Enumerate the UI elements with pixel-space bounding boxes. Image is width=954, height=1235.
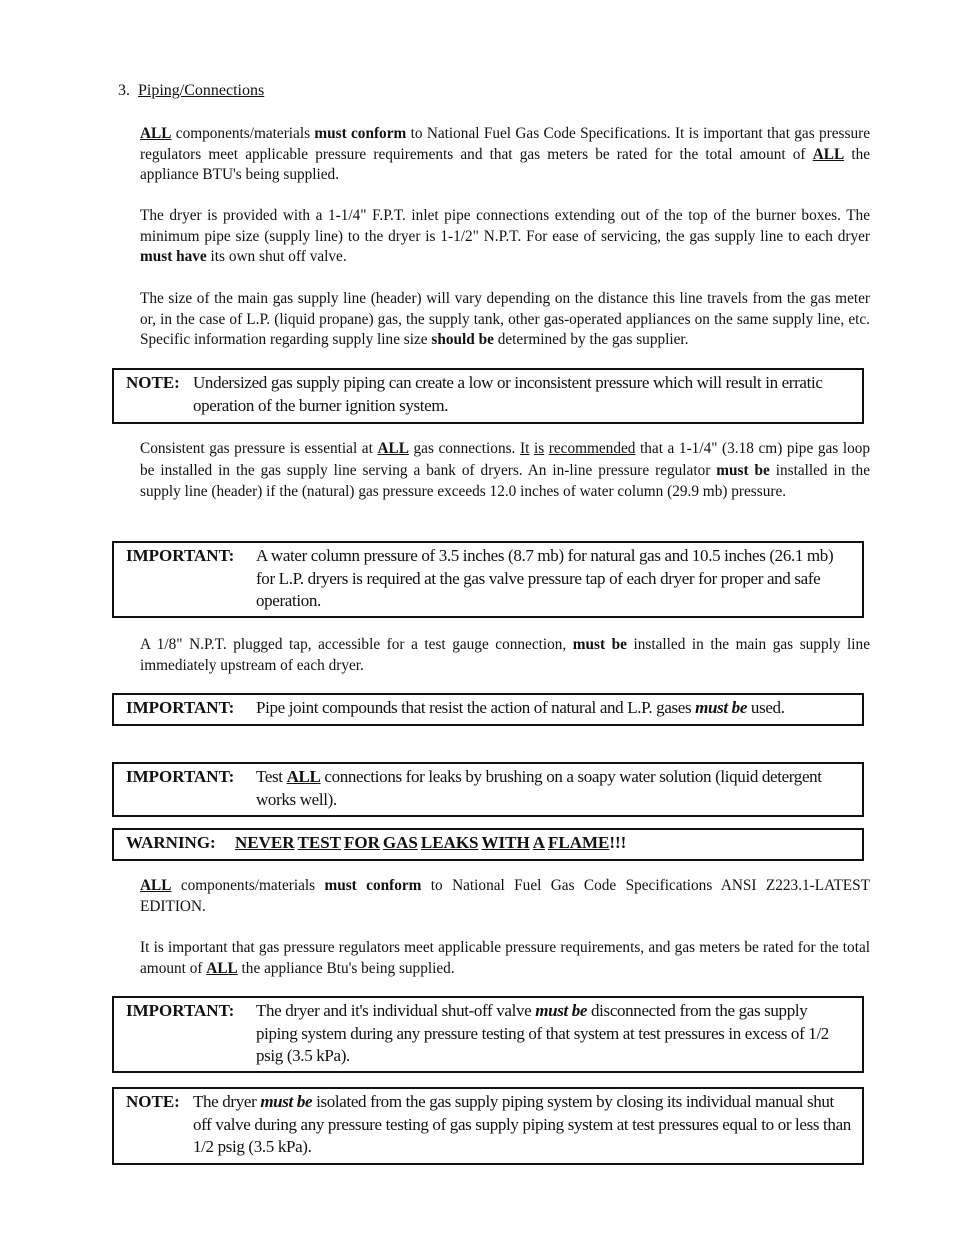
emphasis-must-have: must have (140, 248, 207, 265)
important-label: IMPORTANT: (126, 1001, 235, 1020)
important-label: IMPORTANT: (126, 767, 235, 786)
section-title: Piping/Connections (138, 82, 265, 99)
text-run: installed in the supply line (header) if the (natural) gas pressure exceeds 12.0 inches of water column (29.9 mb) pressure. (140, 461, 870, 500)
underlined-recommended: recommended (548, 440, 636, 457)
emphasis-all: ALL (286, 767, 321, 786)
warning-box-flame (112, 828, 864, 861)
paragraph-inlet-pipe (140, 206, 870, 268)
paragraph-regulators (140, 938, 870, 979)
note-label: NOTE: (126, 373, 180, 392)
text-run: components/materials (171, 125, 315, 142)
text-run: the appliance BTU's being supplied. (140, 145, 871, 183)
warning-word: FOR (344, 833, 380, 852)
paragraph-conformance (140, 124, 870, 186)
warning-word: FLAME (547, 833, 610, 852)
warning-word: NEVER (235, 833, 295, 852)
text-run: its own shut off valve. (206, 248, 347, 265)
underlined-it: It (519, 440, 530, 457)
text-run: disconnected from the gas supply piping system during any pressure testing of that system at test pressures in excess of 1/2 psig (3.5 kPa). (256, 1001, 829, 1065)
emphasis-all: ALL (812, 145, 845, 163)
section-heading (118, 82, 264, 100)
important-text: A water column pressure of 3.5 inches (8.7 mb) for natural gas and 10.5 inches (26.1 mb) for L.P. dryers is required at the gas valve pressure tap of each dryer for proper and safe operation. (256, 546, 834, 610)
text-run: Test (256, 767, 287, 786)
warning-text (235, 832, 852, 856)
underlined-is: is (533, 440, 545, 457)
paragraph-ansi-conformance (140, 876, 870, 917)
text-run: Pipe joint compounds that resist the action of natural and L.P. gases (256, 698, 696, 717)
text-run: Consistent gas pressure is essential at (140, 440, 378, 457)
emphasis-must-conform: must conform (314, 125, 407, 142)
warning-word: LEAKS (420, 833, 479, 852)
text-run: installed in the main gas supply line immediately upstream of each dryer. (140, 636, 870, 674)
warning-label: WARNING: (126, 833, 216, 852)
note-text: Undersized gas supply piping can create a low or inconsistent pressure which will result in erratic operation of the burner ignition system. (193, 373, 823, 415)
text-run: The size of the main gas supply line (header) will vary depending on the distance this line travels from the gas meter or, in the case of L.P. (liquid propane) gas, the supply tank, other gas-operated appliances on the same supply line, etc. Specific information regarding supply line size (140, 290, 870, 348)
text-run: components/materials (171, 877, 325, 894)
warning-word: GAS (382, 833, 418, 852)
text-run: that a 1-1/4" (3.18 cm) pipe gas loop be installed in the gas supply line serving a bank of dryers. An in-line pressure regulator (140, 440, 871, 479)
text-run: A 1/8" N.P.T. plugged tap, accessible for a test gauge connection, (140, 636, 573, 653)
warning-exclamations: !!! (609, 833, 627, 852)
text-run: determined by the gas supplier. (493, 331, 689, 348)
important-box-pipe-joint (112, 693, 864, 726)
text-run: to National Fuel Gas Code Specifications ANSI Z223.1-LATEST EDITION. (140, 877, 871, 915)
emphasis-must-conform: must conform (324, 877, 422, 894)
paragraph-plugged-tap (140, 635, 870, 676)
warning-word: TEST (297, 833, 341, 852)
important-label: IMPORTANT: (126, 546, 235, 565)
important-label: IMPORTANT: (126, 698, 235, 717)
important-box-water-column (112, 541, 864, 618)
warning-word: A (532, 833, 545, 852)
important-box-disconnect (112, 996, 864, 1073)
emphasis-must-be: must be (716, 461, 770, 479)
emphasis-all: ALL (140, 877, 172, 894)
paragraph-supply-line-size (140, 289, 870, 351)
important-box-leak-test (112, 762, 864, 817)
emphasis-must-be: must be (260, 1092, 313, 1111)
text-run: gas connections. (408, 440, 520, 457)
warning-word: WITH (481, 833, 530, 852)
note-label: NOTE: (126, 1092, 180, 1111)
important-text (256, 697, 852, 721)
emphasis-should-be: should be (431, 331, 494, 348)
text-run: isolated from the gas supply piping system by closing its individual manual shut off valve during any pressure testing of gas supply piping system at test pressures equal to or less than 1/2 psig (3.5 kPa). (193, 1092, 851, 1156)
emphasis-all: ALL (140, 125, 172, 142)
note-box-isolation (112, 1087, 864, 1165)
text-run: The dryer (193, 1092, 261, 1111)
section-number: 3. (118, 82, 130, 99)
note-box-undersized-piping (112, 368, 864, 424)
emphasis-all: ALL (206, 959, 238, 977)
text-run: to National Fuel Gas Code Specifications. It is important that gas pressure regulators meet applicable pressure requirements and that gas meters be rated for the total amount of (140, 125, 870, 163)
emphasis-must-be: must be (535, 1001, 588, 1020)
text-run: The dryer is provided with a 1-1/4" F.P.T. inlet pipe connections extending out of the top of the burner boxes. The minimum pipe size (supply line) to the dryer is 1-1/2" N.P.T. For ease of servicing, the gas supply line to each dryer (140, 207, 870, 245)
important-text (256, 1000, 852, 1068)
text-run: connections for leaks by brushing on a soapy water solution (liquid detergent works well). (256, 767, 822, 809)
emphasis-must-be: must be (695, 698, 748, 717)
emphasis-all: ALL (377, 440, 409, 457)
paragraph-consistent-pressure (140, 438, 870, 503)
note-text (193, 1091, 852, 1160)
text-run: used. (747, 698, 785, 717)
text-run: The dryer and it's individual shut-off valve (256, 1001, 536, 1020)
text-run: It is important that gas pressure regulators meet applicable pressure requirements, and gas meters be rated for the total amount of (140, 939, 870, 977)
text-run: the appliance Btu's being supplied. (237, 959, 455, 977)
emphasis-must-be: must be (572, 636, 627, 653)
important-text (256, 766, 852, 812)
